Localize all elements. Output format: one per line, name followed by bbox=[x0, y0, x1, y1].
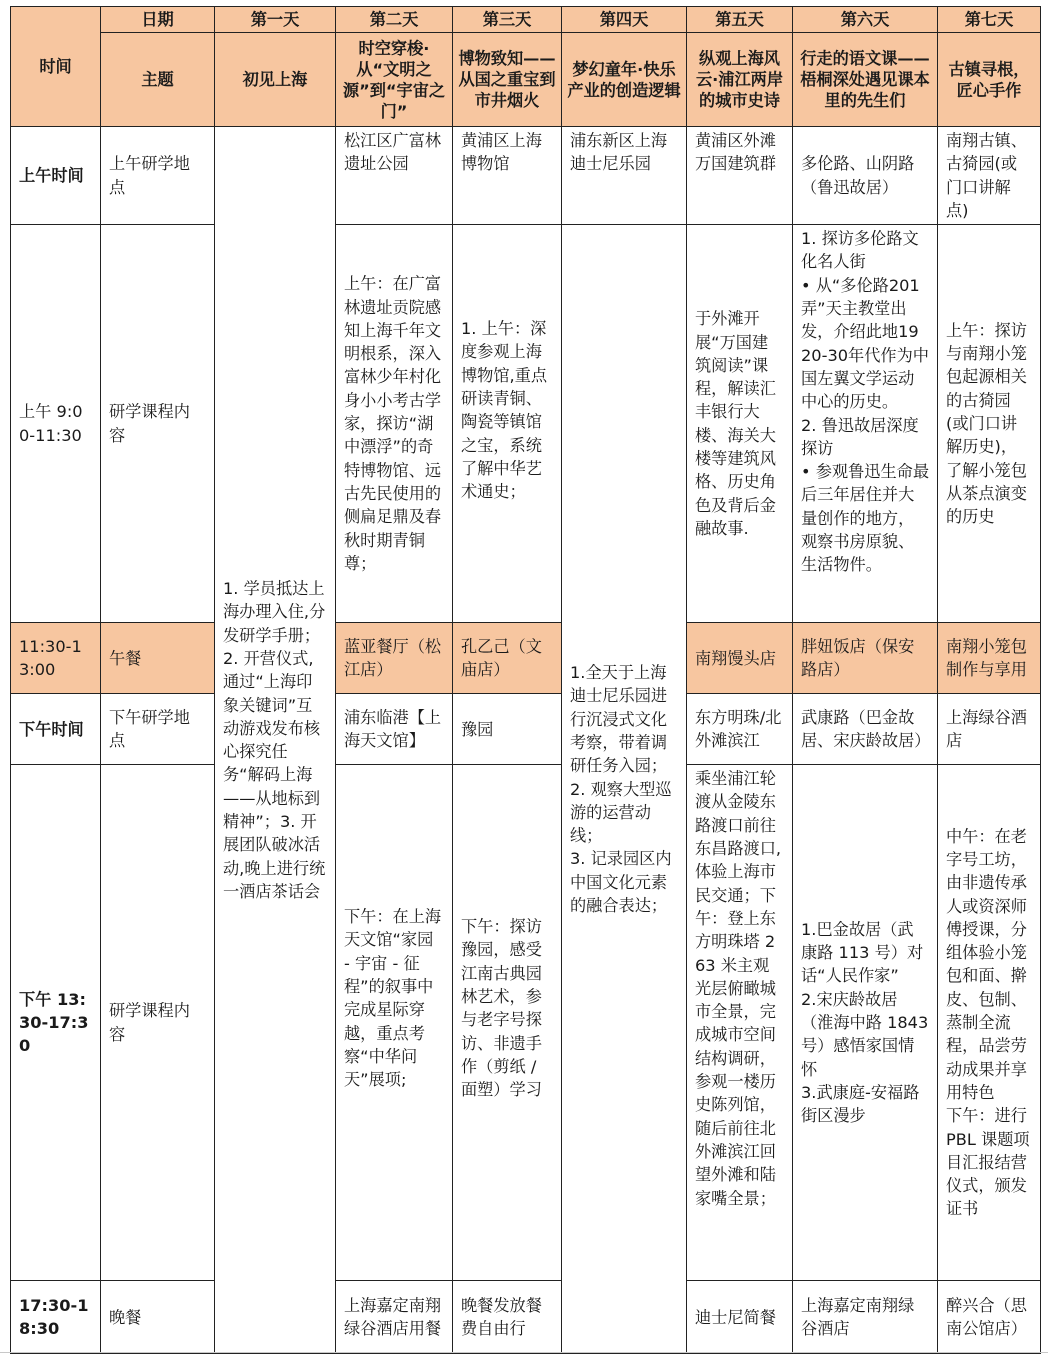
am-course-day-5: 于外滩开展“万国建筑阅读”课程，解读汇丰银行大楼、海关大楼等建筑风格、历史角色及背后金融故事. bbox=[687, 225, 793, 623]
header-day-2: 第二天 bbox=[336, 7, 453, 33]
am-site-day-3: 黄浦区上海博物馆 bbox=[453, 127, 562, 225]
am-site-day-4: 浦东新区上海迪士尼乐园 bbox=[562, 127, 687, 225]
header-time: 时间 bbox=[11, 7, 101, 127]
am-course-day-7: 上午：探访与南翔小笼包起源相关的古猗园(或门口讲解历史)，了解小笼包从茶点演变的历史 bbox=[938, 225, 1041, 623]
time-lunch: 11:30-13:00 bbox=[11, 623, 101, 694]
dinner-day-4: 迪士尼简餐 bbox=[687, 1281, 793, 1354]
theme-day-4: 梦幻童年·快乐产业的创造逻辑 bbox=[562, 33, 687, 127]
am-site-day-2: 松江区广富林遗址公园 bbox=[336, 127, 453, 225]
label-pm-site: 下午研学地点 bbox=[101, 694, 215, 765]
am-site-day-5: 黄浦区外滩万国建筑群 bbox=[687, 127, 793, 225]
theme-day-1: 初见上海 bbox=[215, 33, 336, 127]
am-site-day-7: 南翔古镇、古猗园(或门口讲解点) bbox=[938, 127, 1041, 225]
am-course-day-6: 1. 探访多伦路文化名人街 • 从“多伦路201弄”天主教堂出发，介绍此地1920-30年代作为中国左翼文学运动中心的历史。 2. 鲁迅故居深度探访 • 参观鲁迅生命最后三年居住并大量创作的地方，观察书房原貌、生活物件。 bbox=[793, 225, 938, 623]
pm-course-day-6: 1.巴金故居（武康路 113 号）对话“人民作家” 2.宋庆龄故居（淮海中路 1843 号）感悟家国情怀 3.武康庭-安福路街区漫步 bbox=[793, 765, 938, 1281]
dinner-day-3: 晚餐发放餐费自由行 bbox=[453, 1281, 562, 1354]
header-day-1: 第一天 bbox=[215, 7, 336, 33]
day1-all-day: 1. 学员抵达上海办理入住,分发研学手册；2. 开营仪式,通过“上海印象关键词”互动游戏发布核心探究任务“解码上海——从地标到精神”；3. 开展团队破冰活动,晚上进行统一酒店茶话会 bbox=[215, 127, 336, 1354]
lunch-day-2: 蓝亚餐厅（松江店） bbox=[336, 623, 453, 694]
theme-day-3: 博物致知——从国之重宝到市井烟火 bbox=[453, 33, 562, 127]
am-course-day-2: 上午：在广富林遗址贡院感知上海千年文明根系，深入富林少年村化身小小考古学家，探访“湖中漂浮”的奇特博物馆、远古先民使用的侧扁足鼎及春秋时期青铜尊； bbox=[336, 225, 453, 623]
header-date: 日期 bbox=[101, 7, 215, 33]
theme-day-5: 纵观上海风云·浦江两岸的城市史诗 bbox=[687, 33, 793, 127]
pm-site-day-5: 东方明珠/北外滩滨江 bbox=[687, 694, 793, 765]
label-lunch: 午餐 bbox=[101, 623, 215, 694]
theme-day-2: 时空穿梭·从“文明之源”到“宇宙之门” bbox=[336, 33, 453, 127]
header-theme: 主题 bbox=[101, 33, 215, 127]
time-am-site: 上午时间 bbox=[11, 127, 101, 225]
page-divider bbox=[0, 1352, 1048, 1353]
header-day-5: 第五天 bbox=[687, 7, 793, 33]
am-site-day-6: 多伦路、山阴路（鲁迅故居） bbox=[793, 127, 938, 225]
pm-course-day-2: 下午：在上海天文馆“家园 - 宇宙 - 征程”的叙事中完成星际穿越，重点考察“中华问天”展项; bbox=[336, 765, 453, 1281]
pm-course-day-5: 乘坐浦江轮渡从金陵东路渡口前往东昌路渡口,体验上海市民交通；下午：登上东方明珠塔 263 米主观光层俯瞰城市全景，完成城市空间结构调研，参观一楼历史陈列馆，随后前往北外滩滨江回望外滩和陆家嘴全景； bbox=[687, 765, 793, 1281]
lunch-day-5: 南翔馒头店 bbox=[687, 623, 793, 694]
pm-site-day-3: 豫园 bbox=[453, 694, 562, 765]
pm-site-day-6: 武康路（巴金故居、宋庆龄故居） bbox=[793, 694, 938, 765]
pm-course-day-3: 下午：探访豫园，感受江南古典园林艺术，参与老字号探访、非遗手作（剪纸 / 面塑）学习 bbox=[453, 765, 562, 1281]
dinner-day-5: 上海嘉定南翔绿谷酒店 bbox=[793, 1281, 938, 1354]
time-pm-site: 下午时间 bbox=[11, 694, 101, 765]
label-am-course: 研学课程内容 bbox=[101, 225, 215, 623]
dinner-day-6: 醉兴合（思南公馆店） bbox=[938, 1281, 1041, 1354]
theme-day-6: 行走的语文课——梧桐深处遇见课本里的先生们 bbox=[793, 33, 938, 127]
time-dinner: 17:30-18:30 bbox=[11, 1281, 101, 1354]
time-pm-course: 下午 13:30-17:30 bbox=[11, 765, 101, 1281]
time-am-course: 上午 9:00-11:30 bbox=[11, 225, 101, 623]
label-dinner: 晚餐 bbox=[101, 1281, 215, 1354]
theme-day-7: 古镇寻根，匠心手作 bbox=[938, 33, 1041, 127]
lunch-day-3: 孔乙己（文庙店） bbox=[453, 623, 562, 694]
lunch-day-6: 胖妞饭店（保安路店） bbox=[793, 623, 938, 694]
day4-all-day: 1.全天于上海迪士尼乐园进行沉浸式文化考察，带着调研任务入园； 2. 观察大型巡游的运营动线； 3. 记录园区内中国文化元素的融合表达； bbox=[562, 225, 687, 1354]
pm-course-day-7: 中午：在老字号工坊，由非遗传承人或资深师傅授课，分组体验小笼包和面、擀皮、包制、蒸制全流程，品尝劳动成果并享用特色 下午：进行 PBL 课题项目汇报结营仪式，颁发证书 bbox=[938, 765, 1041, 1281]
am-course-day-3: 1. 上午：深度参观上海博物馆,重点研读青铜、陶瓷等镇馆之宝，系统了解中华艺术通史； bbox=[453, 225, 562, 623]
pm-site-day-2: 浦东临港【上海天文馆】 bbox=[336, 694, 453, 765]
header-day-3: 第三天 bbox=[453, 7, 562, 33]
label-am-site: 上午研学地点 bbox=[101, 127, 215, 225]
dinner-day-2: 上海嘉定南翔绿谷酒店用餐 bbox=[336, 1281, 453, 1354]
pm-site-day-7: 上海绿谷酒店 bbox=[938, 694, 1041, 765]
header-day-4: 第四天 bbox=[562, 7, 687, 33]
itinerary-table bbox=[10, 6, 1041, 1354]
label-pm-course: 研学课程内容 bbox=[101, 765, 215, 1281]
header-day-6: 第六天 bbox=[793, 7, 938, 33]
lunch-day-7: 南翔小笼包制作与享用 bbox=[938, 623, 1041, 694]
header-day-7: 第七天 bbox=[938, 7, 1041, 33]
